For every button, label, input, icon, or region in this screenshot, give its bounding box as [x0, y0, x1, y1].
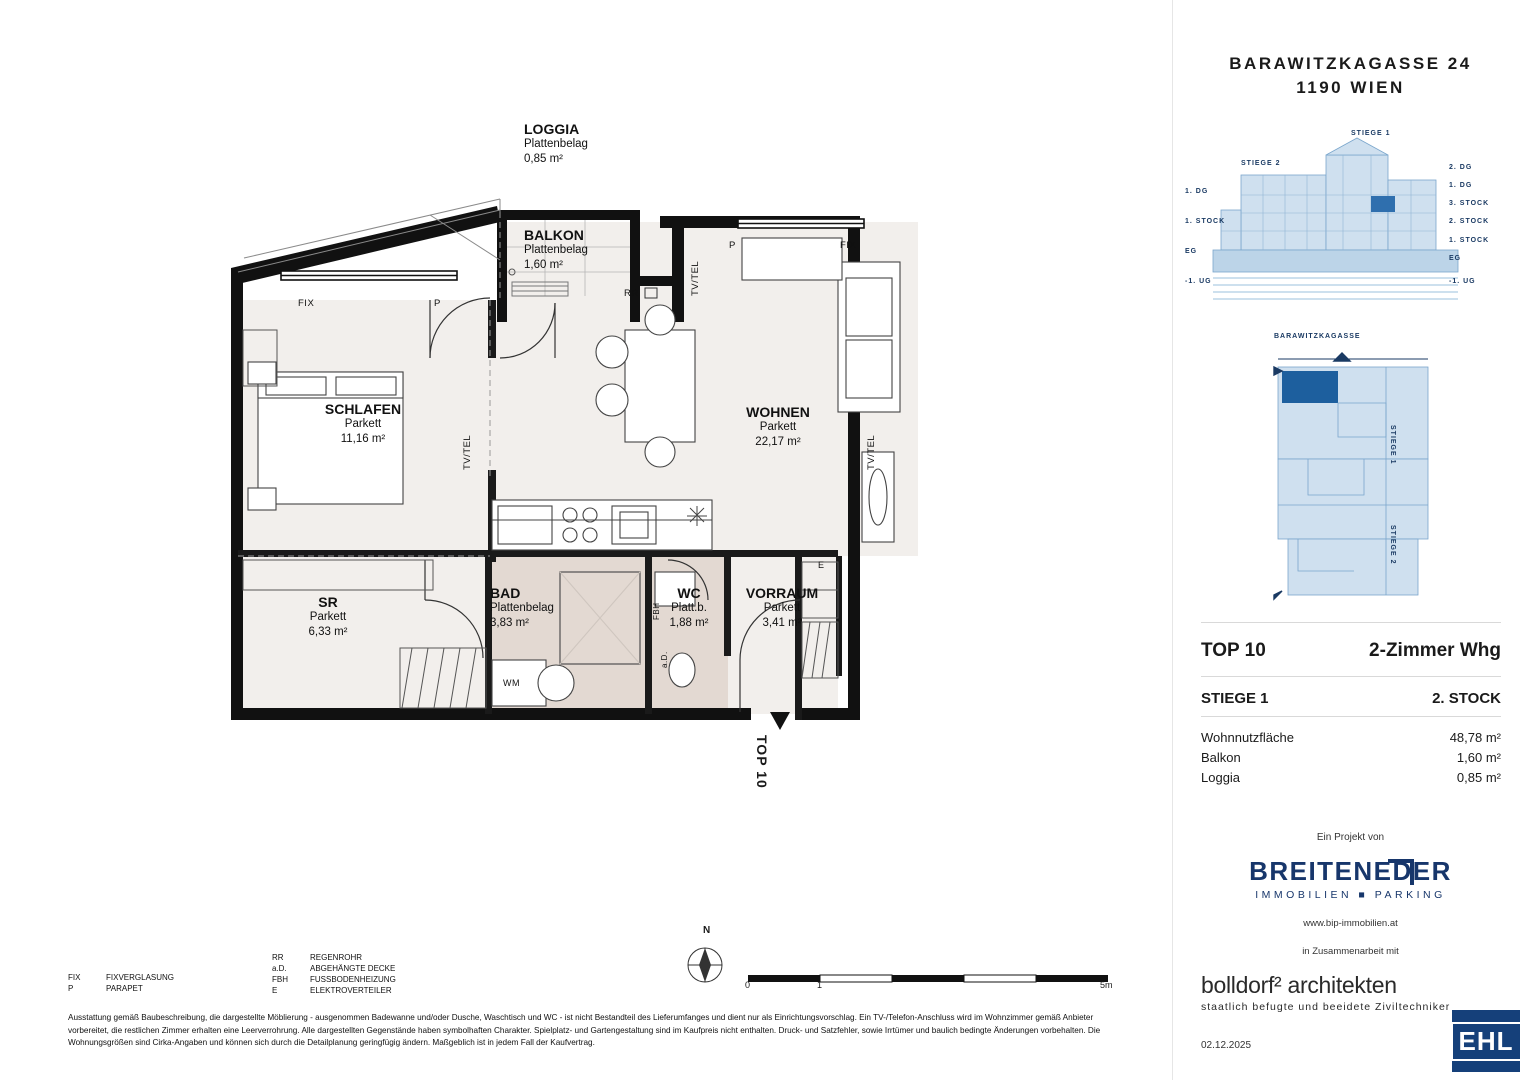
tag-fix-right: FIX [840, 240, 857, 251]
legend-value: PARAPET [106, 984, 143, 993]
legend-value: ELEKTROVERTEILER [310, 986, 392, 995]
plan-date: 02.12.2025 [1201, 1040, 1252, 1051]
area-row [1201, 748, 1501, 768]
building-elevation-diagram [1183, 120, 1518, 335]
unit-number: TOP 10 [1201, 640, 1266, 661]
legend-key: FBH [272, 975, 288, 984]
ehl-label: EHL [1451, 1022, 1522, 1061]
project-address [1173, 52, 1527, 100]
address-line-1: BARAWITZKAGASSE 24 [1229, 54, 1472, 73]
address-line-2: 1190 WIEN [1296, 78, 1405, 97]
divider-2 [1201, 676, 1501, 677]
area-value: 1,60 m² [1456, 750, 1501, 765]
developer-name: BREITENEDER [1249, 856, 1452, 886]
tag-ad: a.D. [660, 651, 669, 668]
tag-e: E [818, 560, 825, 570]
scale-tick-1: 1 [817, 980, 823, 990]
tag-fbh: FBH [652, 602, 661, 620]
stiege-row [1201, 690, 1501, 707]
elev-left-1dg: 1. DG [1185, 188, 1209, 195]
room-label-sr: SR Parkett 6,33 m² [308, 594, 348, 638]
elev-left-eg: EG [1185, 248, 1198, 255]
scale-tick-5: 5m [1100, 980, 1113, 990]
area-label: Wohnnutzfläche [1201, 730, 1294, 745]
site-plan-diagram [1268, 333, 1458, 610]
tag-tvtel-tv: TV/TEL [866, 434, 877, 470]
elev-level-3stock: 3. STOCK [1449, 200, 1490, 207]
legend-key: E [272, 986, 278, 995]
room-label-wc: WC Platt.b. 1,88 m² [669, 585, 709, 629]
room-label-loggia: LOGGIA Plattenbelag 0,85 m² [524, 121, 588, 165]
elev-level-1stock: 1. STOCK [1449, 237, 1490, 244]
unit-type: 2-Zimmer Whg [1369, 640, 1501, 661]
elev-level-2dg: 2. DG [1449, 164, 1473, 171]
elev-label-stiege2: STIEGE 2 [1241, 160, 1281, 167]
area-label: Balkon [1201, 750, 1241, 765]
area-table [1201, 728, 1501, 788]
tag-rr: RR [624, 288, 639, 299]
developer-website[interactable]: www.bip-immobilien.at [1303, 918, 1398, 929]
legend-value: ABGEHÄNGTE DECKE [310, 964, 396, 973]
scale-tick-0: 0 [745, 980, 751, 990]
elev-level-1dg: 1. DG [1449, 182, 1473, 189]
elev-left-ug: -1. UG [1185, 278, 1212, 285]
legend-key: P [68, 984, 74, 993]
stiege-label: STIEGE 1 [1201, 690, 1269, 707]
area-value: 0,85 m² [1456, 770, 1501, 785]
legend-left [68, 972, 174, 994]
room-label-vorraum: VORRAUM Parkett 3,41 m² [745, 585, 819, 629]
divider-1 [1201, 622, 1501, 623]
elev-left-1stock: 1. STOCK [1185, 218, 1226, 225]
room-label-balkon: BALKON Plattenbelag 1,60 m² [524, 227, 588, 271]
area-row [1201, 768, 1501, 788]
disclaimer-text: Ausstattung gemäß Baubeschreibung, die dargestellte Möblierung - ausgenommen Badewanne und/oder Dusche, Waschtisch und WC - ist nicht Bestandteil des Lieferumfanges und dient nur als Einrichtungsvorschlag. Ein TV-/Telefon-Anschluss wird im Wohnzimmer gemäß Anbieter vorbereitet, die restlichen Zimmer erhalten eine Leerverrohrung. Alle dargestellten Gegenstände haben symbolhaften Charakter. Spielplatz- und Gartengestaltung sind im Kaufpreis nicht enthalten. Druck- und Satzfehler, sowie Irrtümer und baulich bedingte Änderungen vorbehalten. Die Wohnungsgrößen sind Cirka-Angaben und können sich durch die Detailplanung geringfügig ändern. Maßgeblich ist in jedem Fall der Kaufvertrag. [68, 1013, 1101, 1047]
entrance-top-label: TOP 10 [754, 735, 770, 789]
site-label-stiege1: STIEGE 1 [1389, 425, 1396, 465]
area-label: Loggia [1201, 770, 1241, 785]
floor-label: 2. STOCK [1432, 690, 1501, 707]
unit-header [1201, 640, 1501, 662]
room-label-wohnen: WOHNEN Parkett 22,17 m² [746, 404, 810, 448]
site-street-label: BARAWITZKAGASSE [1274, 333, 1361, 340]
tag-tvtel-wohnen: TV/TEL [690, 260, 701, 296]
developer-logo [1173, 856, 1527, 901]
room-label-schlafen: SCHLAFEN Parkett 11,16 m² [324, 401, 402, 445]
elev-level-eg: EG [1449, 255, 1462, 262]
brand-corner-icon [1388, 859, 1414, 885]
elev-level-ug: -1. UG [1449, 278, 1476, 285]
architect-logo [1201, 972, 1501, 1013]
tag-tvtel-schlafen: TV/TEL [462, 434, 473, 470]
architect-subtitle: staatlich befugte und beeidete Ziviltechniker [1201, 1001, 1451, 1013]
legend-key: RR [272, 953, 284, 962]
info-sidebar [1172, 0, 1527, 1080]
divider-3 [1201, 716, 1501, 717]
legend-value: REGENROHR [310, 953, 363, 962]
architect-name: bolldorf² architekten [1201, 972, 1397, 998]
area-row [1201, 728, 1501, 748]
area-value: 48,78 m² [1449, 730, 1501, 745]
tag-p-right: P [729, 240, 736, 251]
legend-key: a.D. [272, 964, 287, 973]
elev-level-2stock: 2. STOCK [1449, 218, 1490, 225]
tag-wm: WM [503, 678, 520, 688]
site-label-stiege2: STIEGE 2 [1389, 525, 1396, 565]
ehl-logo [1452, 1010, 1520, 1072]
cooperation-label: in Zusammenarbeit mit [1302, 946, 1399, 957]
project-by-label: Ein Projekt von [1316, 832, 1385, 843]
legend-value: FIXVERGLASUNG [106, 973, 175, 982]
developer-subtitle: IMMOBILIEN ■ PARKING [1255, 889, 1446, 901]
room-label-bad: BAD Plattenbelag 3,83 m² [490, 585, 554, 629]
tag-p-left: P [434, 298, 441, 309]
legend-right [272, 952, 396, 996]
tag-fix-left: FIX [298, 298, 315, 309]
legend-key: FIX [68, 973, 81, 982]
north-label: N [703, 925, 711, 936]
elev-label-stiege1: STIEGE 1 [1351, 130, 1391, 137]
legend-value: FUSSBODENHEIZUNG [310, 975, 396, 984]
